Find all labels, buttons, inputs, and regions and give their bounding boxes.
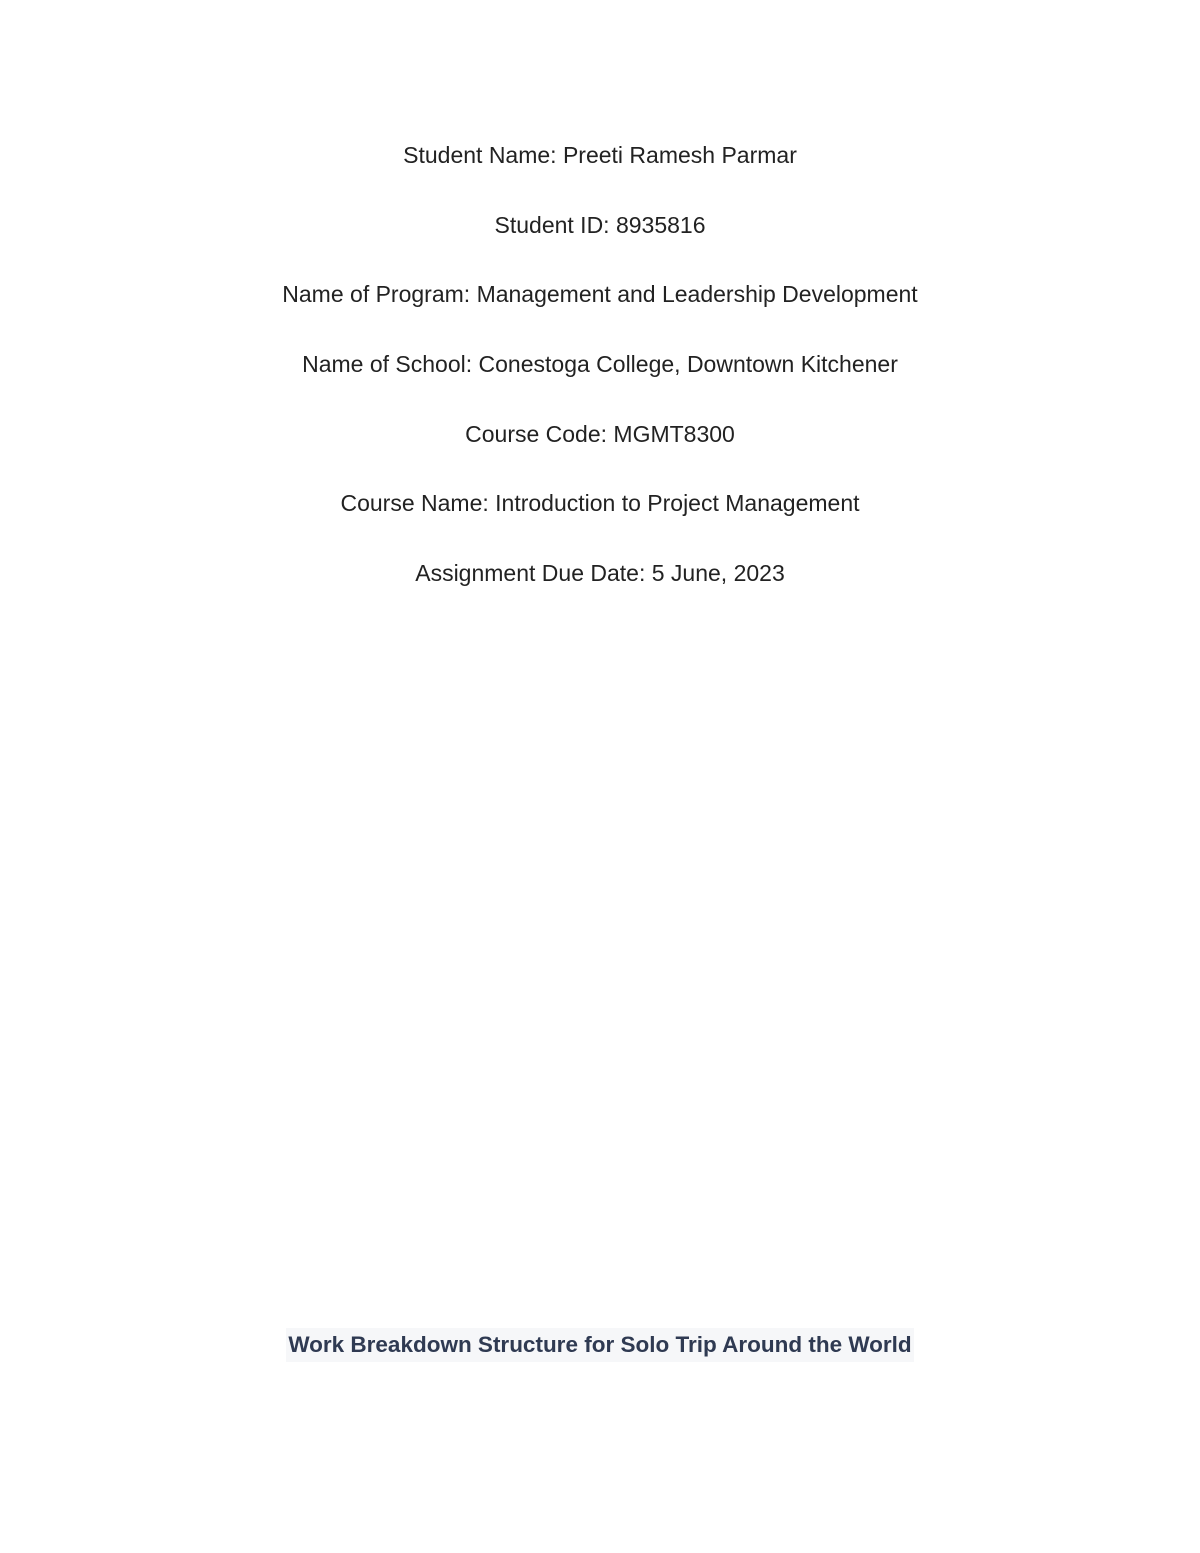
school-line: Name of School: Conestoga College, Downtown Kitchener [302, 351, 898, 378]
document-title: Work Breakdown Structure for Solo Trip Around the World [286, 1328, 913, 1362]
student-name-line: Student Name: Preeti Ramesh Parmar [403, 142, 797, 168]
student-id-line: Student ID: 8935816 [494, 211, 706, 238]
due-date-line: Assignment Due Date: 5 June, 2023 [415, 560, 785, 587]
cover-info-block [0, 140, 1200, 628]
course-code-line: Course Code: MGMT8300 [465, 420, 735, 447]
program-line: Name of Program: Management and Leadership Development [282, 281, 918, 308]
title-wrapper [0, 1328, 1200, 1362]
course-name-line: Course Name: Introduction to Project Management [340, 490, 860, 517]
